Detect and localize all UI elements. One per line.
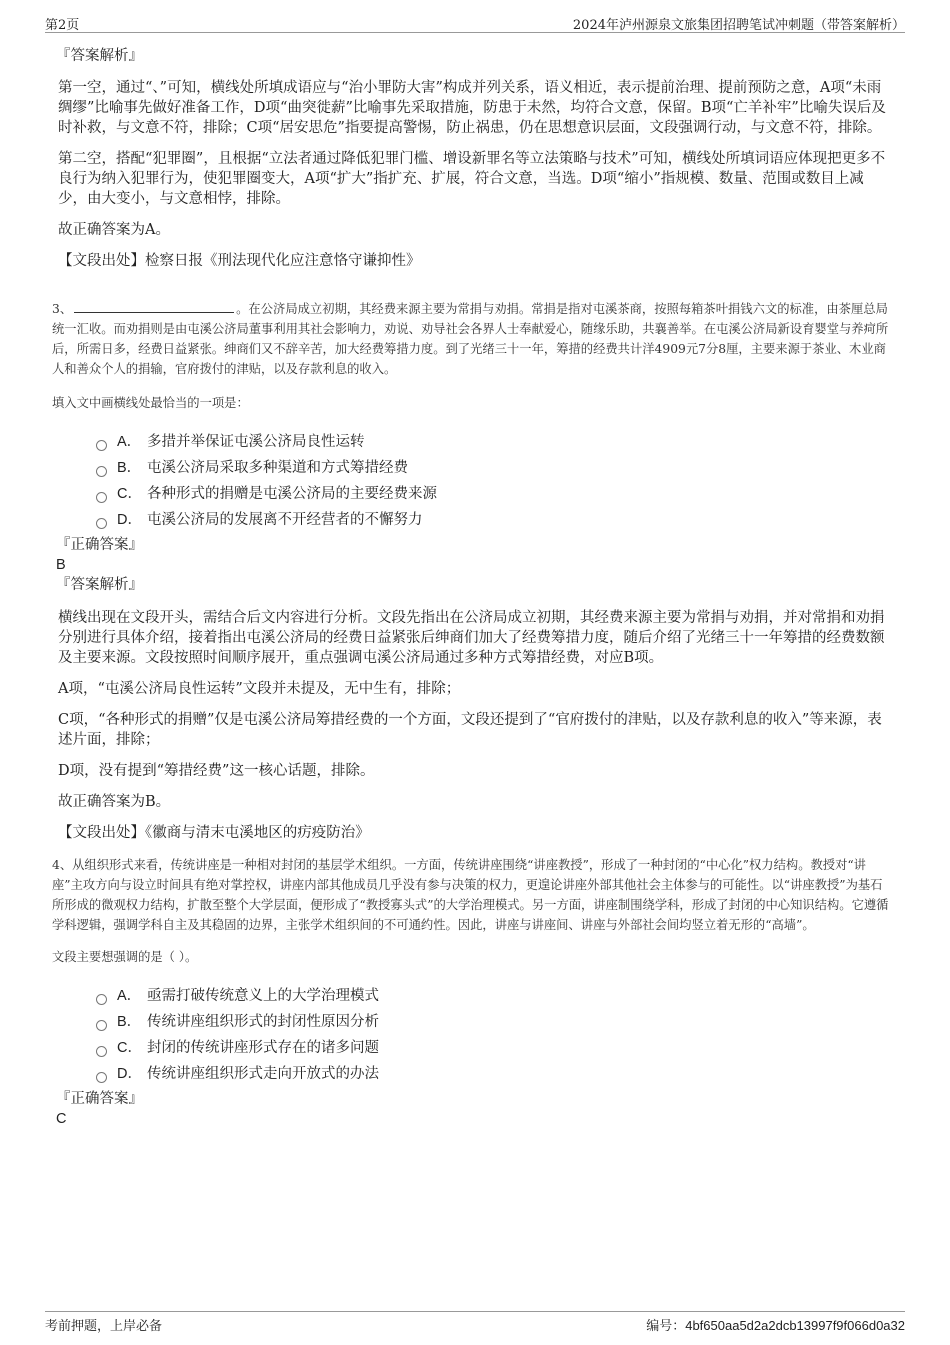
- footer-slogan: 考前押题，上岸必备: [45, 1319, 163, 1334]
- correct-answer: B: [56, 557, 66, 573]
- radio-button[interactable]: [96, 440, 107, 451]
- option-letter: D．: [117, 1066, 142, 1082]
- conclusion: 故正确答案为B。: [58, 794, 171, 810]
- question-stem: [52, 299, 892, 379]
- option-list: [56, 429, 892, 533]
- conclusion: 故正确答案为A。: [58, 222, 170, 238]
- correct-answer: C: [56, 1111, 67, 1127]
- option-letter: B．: [117, 460, 142, 476]
- analysis-heading: 『答案解析』: [56, 577, 143, 593]
- analysis-paragraph: D项，没有提到“筹措经费”这一核心话题，排除。: [58, 763, 375, 779]
- question-instruction: 填入文中画横线处最恰当的一项是：: [52, 396, 249, 410]
- radio-button[interactable]: [96, 492, 107, 503]
- radio-button[interactable]: [96, 518, 107, 529]
- option-letter: B．: [117, 1014, 142, 1030]
- option-text: 多措并举保证屯溪公济局良性运转: [147, 434, 365, 450]
- option-b[interactable]: [96, 455, 892, 481]
- document-title: 2024年泸州源泉文旅集团招聘笔试冲刺题（带答案解析）: [572, 18, 905, 33]
- option-letter: A．: [117, 988, 142, 1004]
- option-letter: C．: [117, 1040, 142, 1056]
- source-citation: 【文段出处】检察日报《刑法现代化应注意恪守谦抑性》: [58, 253, 421, 269]
- option-d[interactable]: [96, 507, 892, 533]
- radio-button[interactable]: [96, 994, 107, 1005]
- analysis-paragraph: 横线出现在文段开头，需结合后文内容进行分析。文段先指出在公济局成立初期，其经费来源主要为常捐与劝捐，并对常捐和劝捐分别进行具体介绍，接着指出屯溪公济局的经费日益紧张后绅商们加大了经费筹措力度，随后介绍了光绪三十一年筹措的经费数额及主要来源。文段按照时间顺序展开，重点强调屯溪公济局通过多种方式筹措经费，对应B项。: [58, 610, 885, 666]
- option-a[interactable]: [96, 429, 892, 455]
- option-letter: C．: [117, 486, 142, 502]
- analysis-paragraph: 第二空，搭配“犯罪圈”，且根据“立法者通过降低犯罪门槛、增设新罪名等立法策略与技术”可知，横线处所填词语应体现把更多不良行为纳入犯罪行为，使犯罪圈变大，A项“扩大”指扩充、扩展，符合文意，当选。D项“缩小”指规模、数量、范围或数目上减少，由大变小，与文意相悖，排除。: [58, 151, 886, 207]
- fill-blank: [74, 300, 234, 313]
- analysis-heading: 『答案解析』: [56, 48, 143, 64]
- option-text: 屯溪公济局的发展离不开经营者的不懈努力: [147, 512, 423, 528]
- option-c[interactable]: [96, 481, 892, 507]
- option-list: [56, 983, 892, 1087]
- question-text: 。在公济局成立初期，其经费来源主要为常捐与劝捐。常捐是指对屯溪茶商，按照每箱茶叶捐钱六文的标准，由茶厘总局统一汇收。而劝捐则是由屯溪公济局董事利用其社会影响力，劝说、劝导社会各界人士奉献爱心，随缘乐助，共襄善举。在屯溪公济局新设育婴堂与养疴所后，所需日多，经费日益紧张。绅商们又不辞辛苦，加大经费筹措力度。到了光绪三十一年，筹措的经费共计洋4909元7分8厘，主要来源于茶业、木业商人和善众个人的捐输，官府拨付的津贴，以及存款利息的收入。: [52, 302, 889, 376]
- correct-answer-heading: 『正确答案』: [56, 537, 143, 553]
- option-text: 传统讲座组织形式的封闭性原因分析: [147, 1014, 379, 1030]
- option-letter: D．: [117, 512, 142, 528]
- option-b[interactable]: [96, 1009, 892, 1035]
- option-text: 亟需打破传统意义上的大学治理模式: [147, 988, 379, 1004]
- analysis-paragraph: C项，“各种形式的捐赠”仅是屯溪公济局筹措经费的一个方面，文段还提到了“官府拨付的津贴，以及存款利息的收入”等来源，表述片面，排除；: [58, 712, 882, 748]
- question-instruction: 文段主要想强调的是（ ）。: [52, 950, 198, 964]
- source-citation: 【文段出处】《徽商与清末屯溪地区的疠疫防治》: [58, 825, 370, 841]
- option-c[interactable]: [96, 1035, 892, 1061]
- document-id: 编号：4bf650aa5d2a2dcb13997f9f066d0a32: [646, 1318, 905, 1333]
- page-header: [45, 12, 905, 33]
- option-text: 封闭的传统讲座形式存在的诸多问题: [147, 1040, 379, 1056]
- radio-button[interactable]: [96, 1020, 107, 1031]
- option-letter: A．: [117, 434, 142, 450]
- radio-button[interactable]: [96, 1072, 107, 1083]
- question-stem: 4、从组织形式来看，传统讲座是一种相对封闭的基层学术组织。一方面，传统讲座围绕“讲座教授”，形成了一种封闭的“中心化”权力结构。教授对“讲座”主攻方向与设立时间具有绝对掌控权，讲座内部其他成员几乎没有参与决策的权力，更遑论讲座外部其他社会主体参与的可能性。以“讲座教授”为基石所形成的微观权力结构，扩散至整个大学层面，便形成了“教授寡头式”的大学治理模式。另一方面，讲座制围绕学科，形成了封闭的中心知识结构。它遵循学科逻辑，强调学科自主及其稳固的边界，主张学术组织间的不可通约性。因此，讲座与讲座间、讲座与外部社会间均竖立着无形的“高墙”。: [52, 858, 889, 932]
- question-number: 3、: [52, 302, 73, 316]
- option-a[interactable]: [96, 983, 892, 1009]
- correct-answer-heading: 『正确答案』: [56, 1091, 143, 1107]
- page-content: [52, 44, 892, 1129]
- radio-button[interactable]: [96, 1046, 107, 1057]
- page-footer: [45, 1311, 905, 1334]
- page-number: 第2页: [45, 18, 80, 33]
- option-text: 屯溪公济局采取多种渠道和方式筹措经费: [147, 460, 408, 476]
- option-text: 各种形式的捐赠是屯溪公济局的主要经费来源: [147, 486, 437, 502]
- option-d[interactable]: [96, 1061, 892, 1087]
- option-text: 传统讲座组织形式走向开放式的办法: [147, 1066, 379, 1082]
- analysis-paragraph: 第一空，通过“、”可知，横线处所填成语应与“治小罪防大害”构成并列关系，语义相近，表示提前治理、提前预防之意，A项“未雨绸缪”比喻事先做好准备工作，D项“曲突徙薪”比喻事先采取措施，防患于未然，均符合文意，保留。B项“亡羊补牢”比喻失误后及时补救，与文意不符，排除；C项“居安思危”指要提高警惕，防止祸患，仍在思想意识层面，文段强调行动，与文意不符，排除。: [58, 80, 886, 136]
- radio-button[interactable]: [96, 466, 107, 477]
- analysis-paragraph: A项，“屯溪公济局良性运转”文段并未提及，无中生有，排除；: [58, 681, 461, 697]
